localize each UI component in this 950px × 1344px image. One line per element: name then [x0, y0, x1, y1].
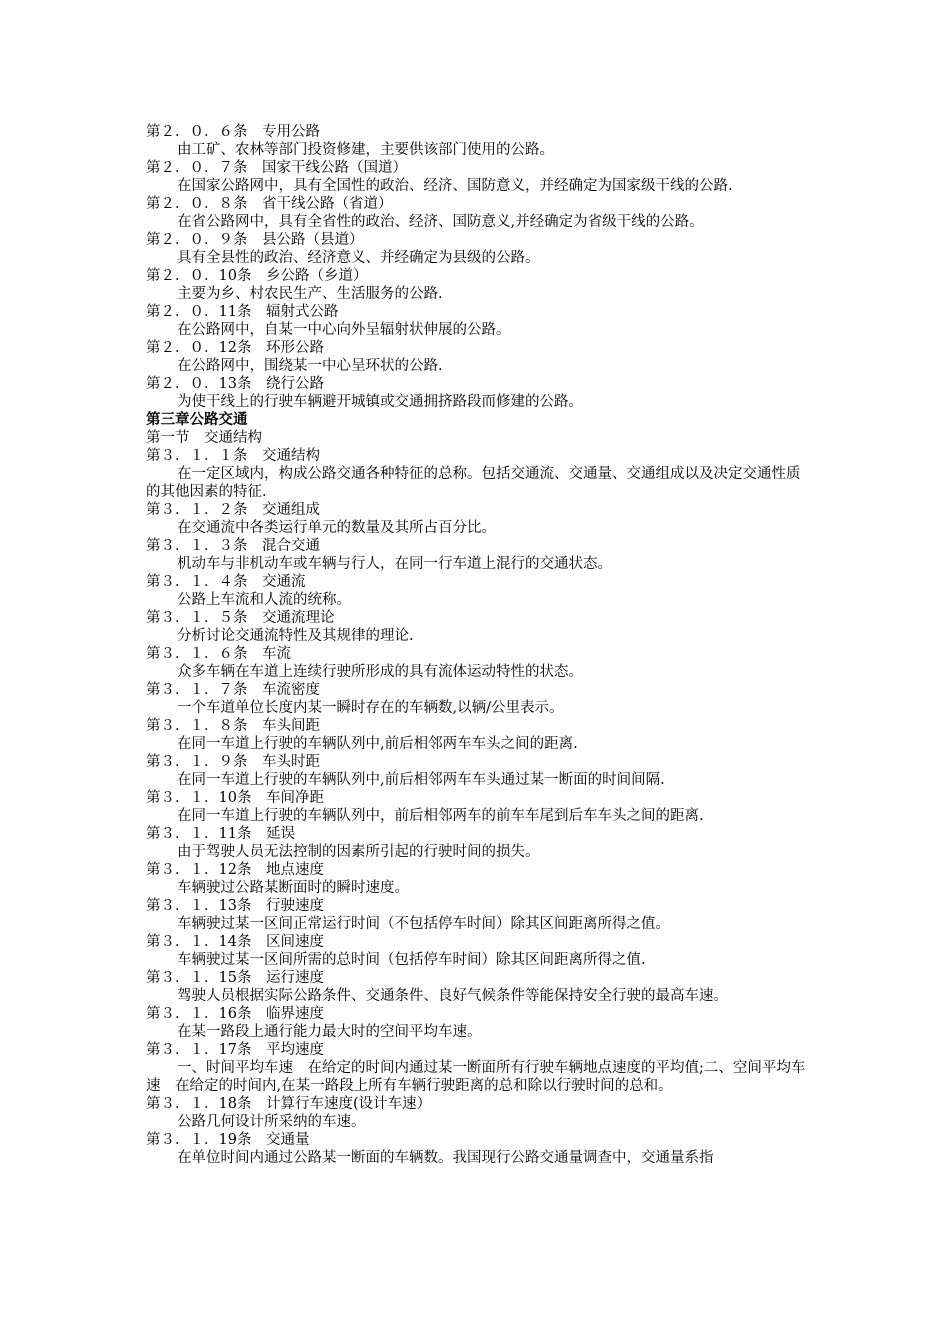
article-heading: 第２．０．10条 乡公路（乡道）: [146, 268, 368, 284]
article-heading: 第３．１．２条 交通组成: [146, 502, 320, 518]
article-heading: 第２．０．12条 环形公路: [146, 340, 324, 356]
article-heading: 第２．０．13条 绕行公路: [146, 376, 324, 392]
article-heading: 第一节 交通结构: [146, 430, 262, 446]
article-heading: 第２．０．９条 县公路（县道）: [146, 232, 364, 248]
paragraph-text: 在单位时间内通过公路某一断面的车辆数。我国现行公路交通量调查中，交通量系指: [177, 1150, 714, 1166]
paragraph-text: 分析讨论交通流特性及其规律的理论.: [177, 628, 414, 644]
paragraph-text: 由工矿、农林等部门投资修建，主要供该部门使用的公路。: [177, 142, 554, 158]
paragraph-text: 在国家公路网中，具有全国性的政治、经济、国防意义，并经确定为国家级干线的公路.: [177, 178, 733, 194]
paragraph-text: 在同一车道上行驶的车辆队列中，前后相邻两车的前车车尾到后车车头之间的距离.: [177, 808, 704, 824]
paragraph-text: 在公路网中，围绕某一中心呈环状的公路.: [177, 358, 443, 374]
paragraph-text: 主要为乡、村农民生产、生活服务的公路.: [177, 286, 443, 302]
article-heading: 第３．１．９条 车头时距: [146, 754, 320, 770]
article-heading: 第３．１．１条 交通结构: [146, 448, 320, 464]
paragraph-text: 公路几何设计所采纳的车速。: [177, 1114, 366, 1130]
article-heading: 第２．０．８条 省干线公路（省道）: [146, 196, 393, 212]
article-heading: 第３．１．18条 计算行车速度(设计车速）: [146, 1096, 432, 1112]
paragraph-text: 公路上车流和人流的统称。: [177, 592, 351, 608]
article-heading: 第３．１．17条 平均速度: [146, 1042, 324, 1058]
article-heading: 第３．１．10条 车间净距: [146, 790, 324, 806]
paragraph-text: 一、时间平均车速 在给定的时间内通过某一断面所有行驶车辆地点速度的平均值;二、空间平均车速 在给定的时间内,在某一路段上所有车辆行驶距离的总和除以行驶时间的总和。: [146, 1060, 806, 1094]
article-heading: 第２．０．６条 专用公路: [146, 124, 320, 140]
article-heading: 第３．１．11条 延误: [146, 826, 295, 842]
article-heading: 第３．１．14条 区间速度: [146, 934, 324, 950]
article-heading: 第３．１．13条 行驶速度: [146, 898, 324, 914]
paragraph-text: 车辆驶过某一区间正常运行时间（不包括停车时间）除其区间距离所得之值。: [177, 916, 670, 932]
paragraph-text: 在某一路段上通行能力最大时的空间平均车速。: [177, 1024, 482, 1040]
paragraph-text: 众多车辆在车道上连续行驶所形成的具有流体运动特性的状态。: [177, 664, 583, 680]
paragraph-text: 由于驾驶人员无法控制的因素所引起的行驶时间的损失。: [177, 844, 540, 860]
paragraph-text: 一个车道单位长度内某一瞬时存在的车辆数,以辆/公里表示。: [177, 700, 564, 716]
paragraph-text: 在公路网中，自某一中心向外呈辐射状伸展的公路。: [177, 322, 511, 338]
article-heading: 第３．１．15条 运行速度: [146, 970, 324, 986]
chapter-heading: 第三章公路交通: [146, 411, 248, 428]
article-heading: 第３．１．３条 混合交通: [146, 538, 320, 554]
article-heading: 第２．０．11条 辐射式公路: [146, 304, 339, 320]
document-page: [146, 123, 814, 1167]
article-heading: 第３．１．４条 交通流: [146, 574, 306, 590]
paragraph-text: 在省公路网中，具有全省性的政治、经济、国防意义,并经确定为省级干线的公路。: [177, 214, 704, 230]
paragraph-text: 机动车与非机动车或车辆与行人，在同一行车道上混行的交通状态。: [177, 556, 612, 572]
article-heading: 第３．１．５条 交通流理论: [146, 610, 335, 626]
article-heading: 第３．１．８条 车头间距: [146, 718, 320, 734]
paragraph-text: 在同一车道上行驶的车辆队列中,前后相邻两车车头之间的距离.: [177, 736, 578, 752]
article-heading: 第３．１．19条 交通量: [146, 1132, 310, 1148]
paragraph-text: 具有全县性的政治、经济意义、并经确定为县级的公路。: [177, 250, 540, 266]
article-heading: 第３．１．６条 车流: [146, 646, 291, 662]
article-heading: 第３．１．７条 车流密度: [146, 682, 320, 698]
article-heading: 第３．１．12条 地点速度: [146, 862, 324, 878]
article-heading: 第２．０．７条 国家干线公路（国道）: [146, 160, 407, 176]
paragraph-text: 在一定区域内，构成公路交通各种特征的总称。包括交通流、交通量、交通组成以及决定交通性质的其他因素的特征.: [146, 466, 801, 500]
paragraph-text: 车辆驶过公路某断面时的瞬时速度。: [177, 880, 409, 896]
article-heading: 第３．１．16条 临界速度: [146, 1006, 324, 1022]
paragraph-text: 在同一车道上行驶的车辆队列中,前后相邻两车车头通过某一断面的时间间隔.: [177, 772, 665, 788]
paragraph-text: 驾驶人员根据实际公路条件、交通条件、良好气候条件等能保持安全行驶的最高车速。: [177, 988, 728, 1004]
paragraph-text: 车辆驶过某一区间所需的总时间（包括停车时间）除其区间距离所得之值.: [177, 952, 646, 968]
paragraph-text: 在交通流中各类运行单元的数量及其所占百分比。: [177, 520, 496, 536]
paragraph-text: 为使干线上的行驶车辆避开城镇或交通拥挤路段而修建的公路。: [177, 394, 583, 410]
